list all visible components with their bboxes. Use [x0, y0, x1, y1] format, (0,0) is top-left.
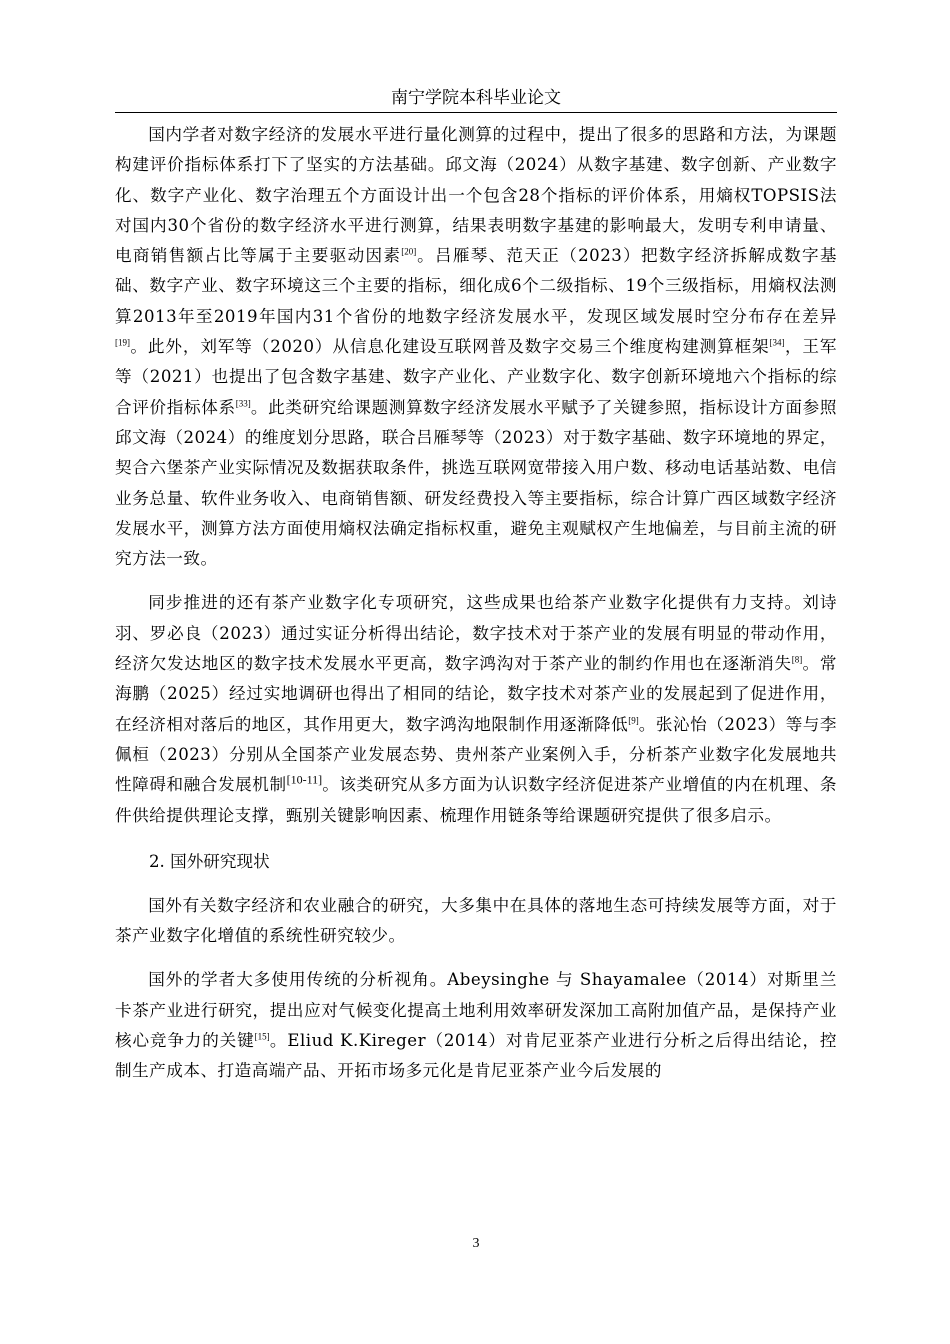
paragraph-domestic-digital-economy	[115, 120, 837, 574]
citation: [8]	[791, 654, 803, 665]
text-span: 。该类研究从多方面为认识数字经济促进茶产业增值的内在机理、条件供给提供理论支撑，甄别关键影响因素、梳理作用链条等给课题研究提供了很多启示。	[115, 775, 838, 825]
text-span: 。常海鹏（2025）经过实地调研也得出了相同的结论，数字技术对茶产业的发展起到了促进作用，在经济相对落后的地区，其作用更大，数字鸿沟地限制作用逐渐降低	[115, 654, 838, 734]
section-heading: 2. 国外研究现状	[149, 851, 270, 871]
body-text	[115, 120, 837, 1087]
paragraph-tea-digitalization	[115, 588, 837, 830]
text-span: 。张沁怡（2023）等与李佩桓（2023）分别从全国茶产业发展态势、贵州茶产业案例入手，分析茶产业数字化发展地共性障碍和融合发展机制	[115, 714, 838, 795]
page-number: 3	[472, 1236, 480, 1251]
citation: [20]	[401, 246, 417, 257]
citation: [34]	[769, 337, 785, 348]
text-span: 。此外，刘军等（2020）从信息化建设互联网普及数字交易三个维度构建测算框架	[130, 337, 770, 357]
header-rule	[115, 112, 837, 113]
text-span: 国内学者对数字经济的发展水平进行量化测算的过程中，提出了很多的思路和方法，为课题构建评价指标体系打下了坚实的方法基础。邱文海（2024）从数字基建、数字创新、产业数字化、数字产业化、数字治理五个方面设计出一个包含28个指标的评价体系，用熵权TOPSIS法对国内30个省份的数字经济水平进行测算，结果表明数字基建的影响最大，发明专利申请量、电商销售额占比等属于主要驱动因素	[115, 125, 837, 266]
citation: [33]	[235, 398, 251, 409]
paragraph-foreign-scholars	[115, 965, 837, 1086]
text-span: 国外的学者大多使用传统的分析视角。Abeysinghe 与 Shayamalee（2014）对斯里兰卡茶产业进行研究，提出应对气候变化提高土地利用效率研发深加工高附加值产品，是保持产业核心竞争力的关键	[115, 970, 837, 1051]
text-span: ，王军等（2021）也提出了包含数字基建、数字产业化、产业数字化、数字创新环境地六个指标的综合评价指标体系	[115, 337, 838, 417]
citation: [19]	[115, 337, 130, 348]
text-span: 。此类研究给课题测算数字经济发展水平赋予了关键参照，指标设计方面参照邱文海（2024）的维度划分思路，联合吕雁琴等（2023）对于数字基础、数字环境地的界定，契合六堡茶产业实际情况及数据获取条件，挑选互联网宽带接入用户数、移动电话基站数、电信业务总量、软件业务收入、电商销售额、研发经费投入等主要指标，综合计算广西区域数字经济发展水平，测算方法方面使用熵权法确定指标权重，避免主观赋权产生地偏差，与目前主流的研究方法一致。	[115, 397, 838, 569]
paragraph-foreign-overview: 国外有关数字经济和农业融合的研究，大多集中在具体的落地生态可持续发展等方面，对于茶产业数字化增值的系统性研究较少。	[115, 895, 837, 946]
text-span: 。Eliud K.Kireger（2014）对肯尼亚茶产业进行分析之后得出结论，控制生产成本、打造高端产品、开拓市场多元化是肯尼亚茶产业今后发展的	[115, 1031, 838, 1081]
citation: [9]	[628, 715, 639, 726]
text-span: 同步推进的还有茶产业数字化专项研究，这些成果也给茶产业数字化提供有力支持。刘诗羽、罗必良（2023）通过实证分析得出结论，数字技术对于茶产业的发展有明显的带动作用，经济欠发达地区的数字技术发展水平更高，数字鸿沟对于茶产业的制约作用也在逐渐消失	[115, 593, 837, 674]
citation: [15]	[254, 1031, 270, 1042]
citation: [10-11]	[286, 772, 323, 787]
running-header: 南宁学院本科毕业论文	[391, 88, 561, 108]
text-span: 。吕雁琴、范天正（2023）把数字经济拆解成数字基础、数字产业、数字环境这三个主要的指标，细化成6个二级指标、19个三级指标，用熵权法测算2013年至2019年国内31个省份的地数字经济发展水平，发现区域发展时空分布存在差异	[115, 246, 838, 326]
